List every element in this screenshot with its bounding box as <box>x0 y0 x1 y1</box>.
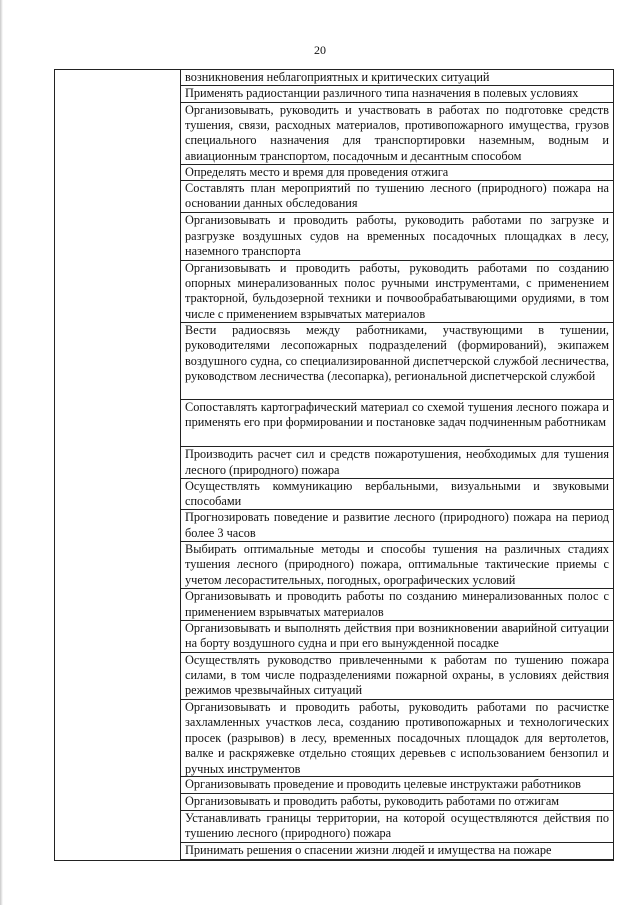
table-row: Организовывать и выполнять действия при возникновении аварийной ситуации на борту воздушного судна и при его вынужденной посадке <box>181 621 613 653</box>
table-row: Применять радиостанции различного типа назначения в полевых условиях <box>181 86 613 103</box>
table-row: Организовывать и проводить работы, руководить работами по загрузке и разгрузке воздушных судов на временных посадочных площадках в лесу, наземного транспорта <box>181 213 613 260</box>
table-row: Осуществлять руководство привлеченными к работам по тушению пожара силами, в том числе подразделениями пожарной охраны, в условиях действия режимов чрезвычайных ситуаций <box>181 653 613 700</box>
table-row: Осуществлять коммуникацию вербальными, визуальными и звуковыми способами <box>181 479 613 511</box>
table-row: Организовывать и проводить работы, руководить работами по отжигам <box>181 794 613 811</box>
scan-edge <box>0 0 3 905</box>
table-row: Вести радиосвязь между работниками, участвующими в тушении, руководителями лесопожарных подразделений (формирований), экипажем воздушного судна, со специализированной диспетчерской службой лесничества, руководством лесничества (лесопарка), региональной диспетчерской службой <box>181 323 613 400</box>
page-number: 20 <box>314 43 326 57</box>
skills-table <box>54 69 614 861</box>
table-row: Организовывать и проводить работы, руководить работами по расчистке захламленных участков леса, созданию противопожарных и технологических просек (разрывов) в лесу, временных посадочных площадок для вертолетов, валке и раскряжевке отдельно стоящих деревьев с использованием бензопил и ручных инструментов <box>181 700 613 777</box>
table-left-column <box>55 70 181 860</box>
table-row: Организовывать и проводить работы, руководить работами по созданию опорных минерализованных полос ручными инструментами, с применением тракторной, бульдозерной техники и почвообрабатывающими орудиями, в том числе с применением взрывчатых материалов <box>181 261 613 323</box>
table-row: Составлять план мероприятий по тушению лесного (природного) пожара на основании данных обследования <box>181 181 613 214</box>
table-row: Производить расчет сил и средств пожаротушения, необходимых для тушения лесного (природного) пожара <box>181 447 613 479</box>
table-row: Определять место и время для проведения отжига <box>181 165 613 181</box>
table-row: возникновения неблагоприятных и критических ситуаций <box>181 70 613 86</box>
table-row: Организовывать проведение и проводить целевые инструктажи работников <box>181 777 613 794</box>
table-row: Организовывать и проводить работы по созданию минерализованных полос с применением взрывчатых материалов <box>181 589 613 621</box>
table-rows <box>181 70 613 860</box>
table-row: Прогнозировать поведение и развитие лесного (природного) пожара на период более 3 часов <box>181 510 613 542</box>
table-row: Выбирать оптимальные методы и способы тушения на различных стадиях тушения лесного (природного) пожара, оптимальные тактические приемы с учетом лесорастительных, погодных, орографических условий <box>181 542 613 589</box>
table-row: Принимать решения о спасении жизни людей и имущества на пожаре <box>181 843 613 860</box>
table-row: Организовывать, руководить и участвовать в работах по подготовке средств тушения, связи, расходных материалов, противопожарного имущества, грузов специального назначения для транспортировки наземным, водным и авиационным транспортом, посадочным и десантным способом <box>181 103 613 165</box>
table-row: Сопоставлять картографический материал со схемой тушения лесного пожара и применять его при формировании и постановке задач подчиненным работникам <box>181 400 613 447</box>
table-row: Устанавливать границы территории, на которой осуществляются действия по тушению лесного (природного) пожара <box>181 811 613 844</box>
